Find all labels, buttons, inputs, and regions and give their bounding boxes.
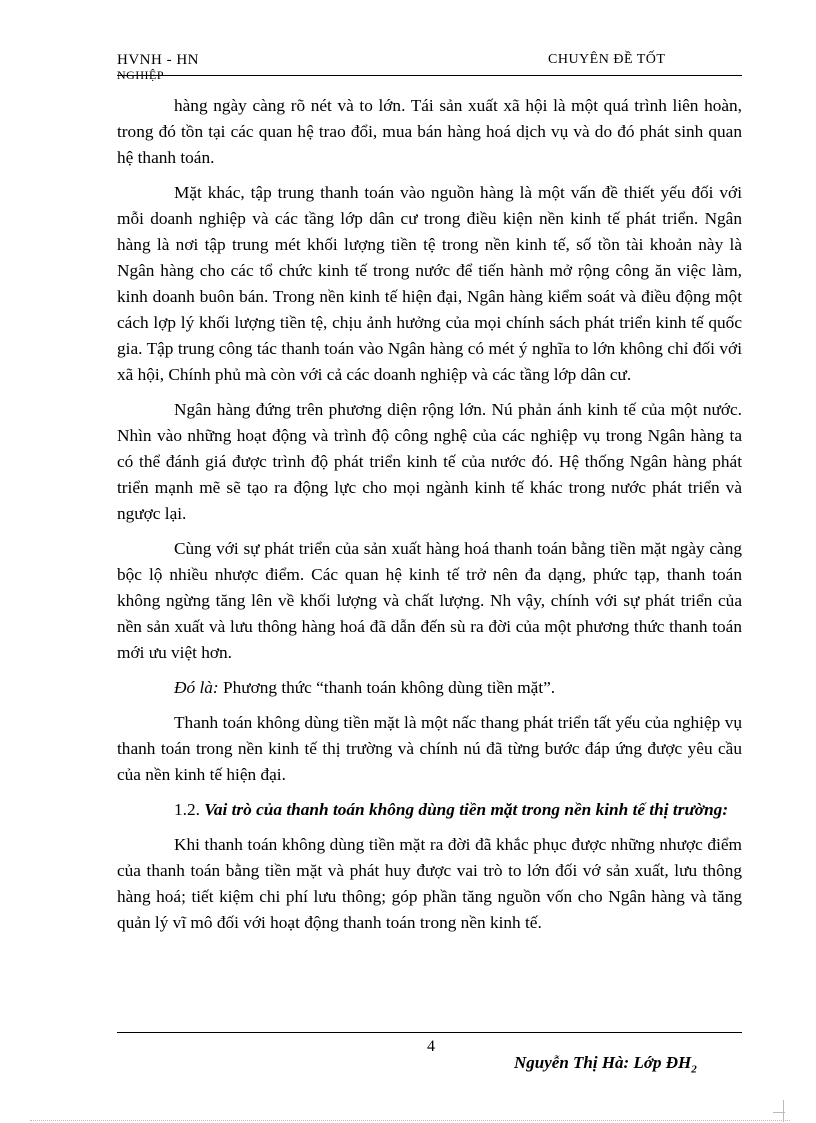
header-rule [117, 75, 742, 76]
paragraph: Cùng với sự phát triển của sản xuất hàng hoá thanh toán bằng tiền mặt ngày càng bộc lộ nhiều nhược điểm. Các quan hệ kinh tế trở nên đa dạng, phức tạp, thanh toán không ngừng tăng lên về khối lượng và chất lượng. Nh vậy, chính với sự phát triển của nền sản xuất và lưu thông hàng hoá đã dẫn đến sù ra đời của một phương thức thanh toán mới ưu việt hơn. [117, 539, 742, 662]
section-title: Vai trò của thanh toán không dùng tiền mặt trong nền kinh tế thị trường: [204, 800, 729, 819]
paragraph: Thanh toán không dùng tiền mặt là một nấc thang phát triển tất yếu của nghiệp vụ thanh toán trong nền kinh tế thị trường và chính nú đã từng bước đáp ứng được yêu cầu của nền kinh tế hiện đại. [117, 713, 742, 784]
page-bottom-dotted-rule [30, 1120, 790, 1121]
document-body [117, 93, 742, 945]
header-institution: HVNH - HN [117, 52, 199, 68]
section-heading [117, 797, 742, 823]
author-subscript: 2 [691, 1063, 697, 1076]
paragraph: Ngân hàng đứng trên phương diện rộng lớn. Nú phản ánh kinh tế của một nước. Nhìn vào những hoạt động và trình độ công nghệ của các nghiệp vụ trong Ngân hàng ta có thể đánh giá được trình độ phát triển kinh tế của nước đó. Hệ thống Ngân hàng phát triển mạnh mẽ sẽ tạo ra động lực cho mọi ngành kinh tế khác trong nước phát triển và ngược lại. [117, 400, 742, 523]
author-text: Nguyễn Thị Hà: Lớp ĐH [514, 1053, 692, 1072]
section-number: 1.2. [174, 800, 200, 819]
paragraph: hàng ngày càng rõ nét và to lớn. Tái sản xuất xã hội là một quá trình liên hoàn, trong đó tồn tại các quan hệ trao đổi, mua bán hàng hoá dịch vụ và do đó phát sinh quan hệ thanh toán. [117, 96, 742, 167]
page-corner-mark [773, 1112, 785, 1113]
do-la-text: Phương thức “thanh toán không dùng tiền mặt”. [218, 678, 556, 697]
footer-rule [117, 1032, 742, 1033]
header-institution-sub: NGHIỆP [117, 68, 164, 82]
footer-author [514, 1053, 697, 1075]
header-left [117, 52, 199, 81]
paragraph: Khi thanh toán không dùng tiền mặt ra đời đã khắc phục được những nhược điểm của thanh toán bằng tiền mặt và phát huy được vai trò to lớn đối vớ sản xuất, lưu thông hàng hoá; tiết kiệm chi phí lưu thông; góp phần tăng nguồn vốn cho Ngân hàng và tăng quản lý vĩ mô đối với hoạt động thanh toán trong nền kinh tế. [117, 835, 742, 932]
header-title: CHUYÊN ĐỀ TỐT [548, 52, 666, 67]
paragraph-do-la [117, 675, 742, 701]
page-number: 4 [427, 1038, 435, 1055]
do-la-prefix: Đó là: [174, 678, 219, 697]
paragraph: Mặt khác, tập trung thanh toán vào nguồn hàng là một vấn đề thiết yếu đối với mỗi doanh nghiệp và các tầng lớp dân cư trong điều kiện nền kinh tế phát triển. Ngân hàng là nơi tập trung mét khối lượng tiền tệ trong nền kinh tế, số tồn tài khoản này là Ngân hàng cho các tổ chức kinh tế trong nước để tiến hành mở rộng công ăn việc làm, kinh doanh buôn bán. Trong nền kinh tế hiện đại, Ngân hàng kiểm soát và điều động một cách lợp lý khối lượng tiền tệ, chịu ảnh hưởng của mọi chính sách phát triển kinh tế quốc gia. Tập trung công tác thanh toán vào Ngân hàng có mét ý nghĩa to lớn không chỉ đối với xã hội, Chính phủ mà còn với cả các doanh nghiệp và các tầng lớp dân cư. [117, 183, 742, 384]
page-corner-mark [783, 1100, 784, 1122]
